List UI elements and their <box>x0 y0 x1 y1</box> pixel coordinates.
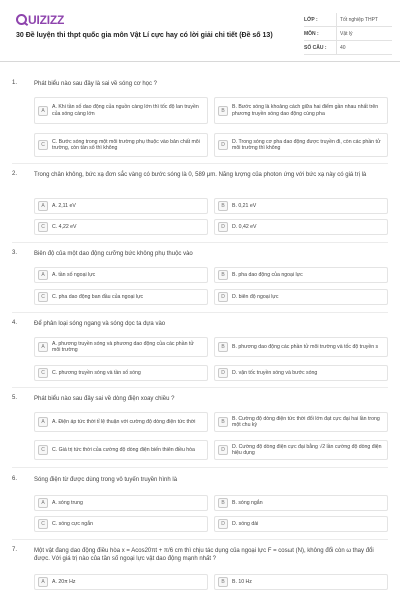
option-a[interactable] <box>34 198 208 214</box>
option-letter: B <box>218 577 228 587</box>
option-d[interactable] <box>214 289 388 305</box>
option-letter: C <box>38 222 48 232</box>
question-number: 5. <box>12 395 18 401</box>
option-letter: D <box>218 222 228 232</box>
option-letter: C <box>38 140 48 150</box>
option-text: C. Giá trị tức thời của cường độ dòng điện biến thiên điều hòa <box>52 446 195 453</box>
option-letter: C <box>38 368 48 378</box>
option-b[interactable] <box>214 495 388 511</box>
option-a[interactable] <box>34 412 208 432</box>
option-letter: A <box>38 270 48 280</box>
option-text: A. 2,11 eV <box>52 202 76 209</box>
logo-q-icon <box>16 14 27 25</box>
meta-key: LỚP : <box>304 16 318 23</box>
option-letter: A <box>38 498 48 508</box>
option-text: C. 4,22 eV <box>52 223 77 230</box>
question-text: Biên độ của một dao động cưỡng bức không phụ thuộc vào <box>34 251 193 257</box>
option-text: B. Cường độ dòng điện tức thời đổi lớn đạt cực đại hai lần trong một chu kỳ <box>232 415 380 428</box>
option-b[interactable] <box>214 337 388 357</box>
option-letter: C <box>38 445 48 455</box>
question-number: 2. <box>12 171 18 177</box>
divider <box>12 312 388 313</box>
option-text: A. Điện áp tức thời tỉ lệ thuận với cường độ dòng điện tức thời <box>52 418 196 425</box>
option-b[interactable] <box>214 574 388 590</box>
option-text: B. Bước sóng là khoảng cách giữa hai điểm gần nhau nhất trên phương truyền sóng dao động cùng pha <box>232 104 379 117</box>
option-letter: C <box>38 292 48 302</box>
option-text: B. pha dao động của ngoại lực <box>232 271 303 278</box>
option-text: D. Trong sóng cơ pha dao động được truyền đi, còn các phần tử môi trường thì không <box>232 138 381 151</box>
divider <box>12 242 388 243</box>
meta-value: 40 <box>336 41 392 54</box>
meta-row-count <box>304 41 392 55</box>
divider <box>12 387 388 388</box>
divider <box>12 163 388 164</box>
option-letter: D <box>218 368 228 378</box>
option-text: B. 10 Hz <box>232 578 252 585</box>
meta-row-class <box>304 13 392 27</box>
option-b[interactable] <box>214 267 388 283</box>
question-text: Trong chân không, bức xạ đơn sắc vàng có bước sóng là 0, 589 μm. Năng lượng của photon ứng với bức xạ này có giá trị là <box>34 172 367 178</box>
option-letter: A <box>38 417 48 427</box>
option-d[interactable] <box>214 365 388 381</box>
divider <box>12 467 388 468</box>
question-text: Để phân loại sóng ngang và sóng dọc ta dựa vào <box>34 321 166 327</box>
option-letter: B <box>218 201 228 211</box>
option-letter: D <box>218 445 228 455</box>
option-a[interactable] <box>34 495 208 511</box>
option-text: C. Bước sóng trong một môi trường phụ thuộc vào bản chất môi trường, còn tần số thì không <box>52 138 200 151</box>
option-letter: B <box>218 106 228 116</box>
option-b[interactable] <box>214 412 388 432</box>
option-letter: B <box>218 417 228 427</box>
option-b[interactable] <box>214 97 388 124</box>
meta-key: SỐ CÂU : <box>304 44 327 51</box>
option-letter: D <box>218 292 228 302</box>
option-d[interactable] <box>214 133 388 157</box>
option-a[interactable] <box>34 97 208 124</box>
option-letter: D <box>218 140 228 150</box>
option-text: A. Khi tần số dao động của nguồn càng lớn thì tốc độ lan truyền của sóng càng lớn <box>52 104 199 117</box>
option-b[interactable] <box>214 198 388 214</box>
question-number: 3. <box>12 250 18 256</box>
option-text: A. phương truyền sóng và phương dao động của các phần tử môi trường <box>52 340 194 353</box>
option-a[interactable] <box>34 337 208 357</box>
option-text: B. phương dao động các phần tử môi trường và tốc độ truyền s <box>232 343 379 350</box>
option-c[interactable] <box>34 440 208 460</box>
option-d[interactable] <box>214 219 388 235</box>
option-letter: A <box>38 342 48 352</box>
option-letter: B <box>218 498 228 508</box>
option-text: C. sóng cực ngắn <box>52 520 93 527</box>
option-text: B. sóng ngắn <box>232 499 263 506</box>
logo-text: UIZIZZ <box>28 13 65 27</box>
option-text: D. vận tốc truyền sóng và bước sóng <box>232 369 318 376</box>
option-text: A. tần số ngoại lực <box>52 271 96 278</box>
meta-table <box>304 13 392 55</box>
option-a[interactable] <box>34 267 208 283</box>
option-letter: B <box>218 270 228 280</box>
meta-value: Tốt nghiệp THPT <box>336 13 392 26</box>
option-text: B. 0,21 eV <box>232 202 257 209</box>
option-letter: A <box>38 106 48 116</box>
option-letter: D <box>218 519 228 529</box>
question-number: 1. <box>12 80 18 86</box>
option-c[interactable] <box>34 516 208 532</box>
option-letter: A <box>38 577 48 587</box>
question-number: 6. <box>12 476 18 482</box>
option-letter: C <box>38 519 48 529</box>
option-text: D. biên độ ngoại lực <box>232 293 279 300</box>
option-text: C. pha dao động ban đầu của ngoại lực <box>52 293 144 300</box>
option-text: D. 0,42 eV <box>232 223 257 230</box>
option-text: C. phương truyền sóng và tần số sóng <box>52 369 141 376</box>
option-text: D. sóng dài <box>232 520 259 527</box>
option-d[interactable] <box>214 440 388 460</box>
divider <box>12 539 388 540</box>
meta-key: MÔN : <box>304 30 319 37</box>
question-text: Sóng điện từ được dùng trong vô tuyến truyền hình là <box>34 477 178 483</box>
question-text: Phát biểu nào sau đây là sai về sóng cơ học ? <box>34 81 158 87</box>
meta-row-subject <box>304 27 392 41</box>
option-a[interactable] <box>34 574 208 590</box>
question-text: Một vật đang dao động điều hòa x = Acos20πt + π/6 cm thì chịu tác dụng của ngoại lực F = cosωt (N), không đổi còn ω thay đổi được. Với giá trị nào của tần số ngoại lực vật dao động mạnh nhất ? <box>34 548 374 562</box>
option-text: A. 20π Hz <box>52 578 76 585</box>
question-text: Phát biểu nào sau đây sai về dòng điện xoay chiều ? <box>34 396 175 402</box>
option-c[interactable] <box>34 365 208 381</box>
option-text: D. Cường độ dòng điện cực đại bằng √2 lần cường độ dòng điện hiệu dụng <box>232 443 382 456</box>
option-d[interactable] <box>214 516 388 532</box>
option-c[interactable] <box>34 133 208 157</box>
option-letter: B <box>218 342 228 352</box>
quizizz-logo <box>16 13 64 27</box>
page-header <box>0 0 400 62</box>
meta-value: Vật lý <box>336 27 392 40</box>
option-c[interactable] <box>34 289 208 305</box>
document-title: 30 Đề luyện thi thpt quốc gia môn Vật Lí cực hay có lời giải chi tiết (Đề số 13) <box>16 32 273 39</box>
option-letter: A <box>38 201 48 211</box>
option-c[interactable] <box>34 219 208 235</box>
option-text: A. sóng trung <box>52 499 83 506</box>
question-number: 7. <box>12 547 18 553</box>
question-number: 4. <box>12 320 18 326</box>
